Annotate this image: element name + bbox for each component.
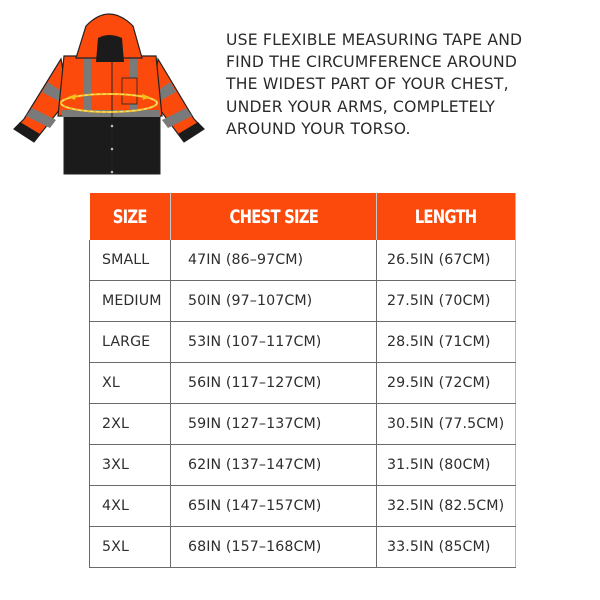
cell-size: 4XL — [90, 486, 171, 527]
cell-size: XL — [90, 363, 171, 404]
cell-chest: 68IN (157–168CM) — [171, 527, 377, 568]
cell-size: SMALL — [90, 240, 171, 281]
cell-length: 29.5IN (72CM) — [377, 363, 516, 404]
table-row — [90, 486, 516, 527]
cell-size: LARGE — [90, 322, 171, 363]
table-row — [90, 445, 516, 486]
cell-chest: 47IN (86–97CM) — [171, 240, 377, 281]
cell-size: 2XL — [90, 404, 171, 445]
cell-length: 28.5IN (71CM) — [377, 322, 516, 363]
instruction-line: USE FLEXIBLE MEASURING TAPE AND — [226, 31, 523, 49]
cell-chest: 59IN (127–137CM) — [171, 404, 377, 445]
cell-length: 33.5IN (85CM) — [377, 527, 516, 568]
cell-length: 26.5IN (67CM) — [377, 240, 516, 281]
cell-length: 27.5IN (70CM) — [377, 281, 516, 322]
cell-chest: 53IN (107–117CM) — [171, 322, 377, 363]
cell-chest: 62IN (137–147CM) — [171, 445, 377, 486]
cell-size: MEDIUM — [90, 281, 171, 322]
instruction-line: UNDER YOUR ARMS, COMPLETELY — [226, 97, 496, 116]
cell-chest: 65IN (147–157CM) — [171, 486, 377, 527]
header-chest-size: CHEST SIZE — [171, 193, 377, 240]
instruction-line: THE WIDEST PART OF YOUR CHEST, — [226, 75, 509, 94]
table-row — [90, 404, 516, 445]
header-length: LENGTH — [377, 193, 516, 240]
cell-length: 30.5IN (77.5CM) — [377, 404, 516, 445]
cell-size: 5XL — [90, 527, 171, 568]
jacket-illustration — [6, 4, 212, 176]
table-row — [90, 240, 516, 281]
size-chart-table — [89, 193, 516, 568]
table-row — [90, 322, 516, 363]
cell-chest: 56IN (117–127CM) — [171, 363, 377, 404]
instruction-line: FIND THE CIRCUMFERENCE AROUND — [226, 53, 518, 72]
table-header-row — [90, 193, 516, 240]
header-size: SIZE — [90, 193, 171, 240]
instruction-line: AROUND YOUR TORSO. — [226, 119, 411, 138]
cell-size: 3XL — [90, 445, 171, 486]
measuring-instructions — [226, 29, 596, 140]
cell-length: 32.5IN (82.5CM) — [377, 486, 516, 527]
cell-chest: 50IN (97–107CM) — [171, 281, 377, 322]
table-row — [90, 363, 516, 404]
table-row — [90, 281, 516, 322]
cell-length: 31.5IN (80CM) — [377, 445, 516, 486]
table-row — [90, 527, 516, 568]
